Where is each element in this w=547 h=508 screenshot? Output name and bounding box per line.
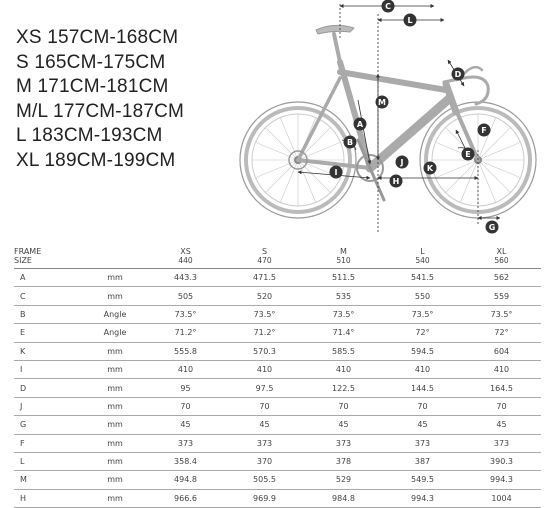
table-cell: 164.5 [462,379,541,397]
table-cell: 373 [146,434,225,452]
row-unit: mm [84,434,146,452]
table-cell: 70 [225,397,304,415]
row-unit: mm [84,342,146,360]
bike-geometry-diagram [238,0,547,240]
table-cell: 511.5 [304,269,383,287]
table-cell: 529 [304,471,383,489]
table-cell: 373 [225,434,304,452]
svg-text:J: J [400,158,404,167]
table-cell: 550 [383,287,462,305]
row-unit: Angle [84,305,146,323]
geometry-table-body [14,269,541,508]
table-cell: 73.5° [225,305,304,323]
table-cell: 1004 [462,489,541,507]
rider-size-m: M 171CM-181CM [16,76,169,97]
row-unit: mm [84,269,146,287]
row-label: H [14,489,84,507]
svg-text:K: K [426,164,434,173]
row-unit: mm [84,489,146,507]
table-cell: 373 [462,434,541,452]
label-i [330,166,343,179]
row-unit: mm [84,379,146,397]
row-label: C [14,287,84,305]
geometry-header-row [14,247,541,269]
table-cell: 370 [225,452,304,470]
table-cell: 535 [304,287,383,305]
table-cell: 72° [462,324,541,342]
frame-size-header [14,247,84,269]
table-cell: 97.5 [225,379,304,397]
table-cell: 373 [383,434,462,452]
table-cell: 410 [225,360,304,378]
table-cell: 72° [383,324,462,342]
row-label: M [14,471,84,489]
size-header-xl: XL 560 [462,247,541,269]
table-cell: 73.5° [146,305,225,323]
label-e [462,148,475,161]
table-cell: 541.5 [383,269,462,287]
row-unit: mm [84,360,146,378]
table-cell: 45 [304,416,383,434]
table-cell: 984.8 [304,489,383,507]
row-label: K [14,342,84,360]
size-header-l: L 540 [383,247,462,269]
row-label: D [14,379,84,397]
size-header-text: SIZE [14,256,32,265]
svg-text:B: B [346,138,354,147]
row-unit: mm [84,287,146,305]
table-cell: 70 [146,397,225,415]
rider-size-s: S 165CM-175CM [16,51,166,73]
row-label: J [14,397,84,415]
table-cell: 471.5 [225,269,304,287]
row-label: F [14,434,84,452]
row-label: E [14,324,84,342]
label-j [396,156,409,169]
svg-text:L: L [407,16,413,25]
table-cell: 594.5 [383,342,462,360]
size-header-xs: XS 440 [146,247,225,269]
svg-text:D: D [454,70,462,79]
row-label: A [14,269,84,287]
table-cell: 505.5 [225,471,304,489]
row-unit: Angle [84,324,146,342]
table-cell: 494.8 [146,471,225,489]
row-label: I [14,360,84,378]
row-unit: mm [84,416,146,434]
table-cell: 70 [383,397,462,415]
table-cell: 505 [146,287,225,305]
row-unit: mm [84,471,146,489]
label-m [376,96,389,109]
rider-size-xl: XL 189CM-199CM [16,149,176,171]
label-a [354,118,367,131]
table-cell: 45 [225,416,304,434]
svg-text:G: G [488,223,496,232]
row-unit: mm [84,452,146,470]
table-cell: 520 [225,287,304,305]
table-cell: 71.4° [304,324,383,342]
table-cell: 570.3 [225,342,304,360]
table-cell: 387 [383,452,462,470]
table-cell: 373 [304,434,383,452]
table-row [14,471,541,489]
svg-text:H: H [392,177,400,186]
table-cell: 45 [462,416,541,434]
table-cell: 45 [383,416,462,434]
table-cell: 585.5 [304,342,383,360]
table-row [14,397,541,415]
label-g [486,221,499,234]
table-cell: 73.5° [383,305,462,323]
label-c [382,0,395,13]
label-b [344,136,357,149]
table-cell: 70 [462,397,541,415]
label-h [390,175,403,188]
row-label: B [14,305,84,323]
row-unit: mm [84,397,146,415]
rider-size-xs: XS 157CM-168CM [16,27,179,48]
table-cell: 562 [462,269,541,287]
svg-text:E: E [465,150,471,159]
table-row [14,342,541,360]
label-f [478,124,491,137]
table-row [14,305,541,323]
table-row [14,434,541,452]
table-cell: 994.3 [462,471,541,489]
table-cell: 969.9 [225,489,304,507]
table-cell: 549.5 [383,471,462,489]
label-k [424,162,437,175]
table-row [14,416,541,434]
size-header-m: M 510 [304,247,383,269]
table-cell: 390.3 [462,452,541,470]
table-cell: 71.2° [225,324,304,342]
table-cell: 95 [146,379,225,397]
table-cell: 378 [304,452,383,470]
table-cell: 144.5 [383,379,462,397]
rider-size-l: L 183CM-193CM [16,125,163,146]
svg-text:C: C [385,2,391,11]
rider-size-ml: M/L 177CM-187CM [16,100,185,122]
table-cell: 73.5° [304,305,383,323]
table-cell: 122.5 [304,379,383,397]
size-header-s: S 470 [225,247,304,269]
table-cell: 45 [146,416,225,434]
table-cell: 410 [304,360,383,378]
table-cell: 73.5° [462,305,541,323]
table-cell: 70 [304,397,383,415]
svg-text:I: I [334,168,338,177]
table-cell: 966.6 [146,489,225,507]
table-row [14,287,541,305]
table-row [14,324,541,342]
frame-header-text: FRAME [14,247,42,256]
geometry-table [14,247,541,508]
table-cell: 559 [462,287,541,305]
table-row [14,269,541,287]
table-cell: 358.4 [146,452,225,470]
table-cell: 71.2° [146,324,225,342]
table-cell: 604 [462,342,541,360]
row-label: L [14,452,84,470]
svg-text:M: M [378,98,386,107]
table-row [14,452,541,470]
table-cell: 443.3 [146,269,225,287]
row-label: G [14,416,84,434]
svg-text:F: F [481,126,487,135]
table-cell: 410 [146,360,225,378]
rider-size-list [16,26,184,173]
table-cell: 410 [462,360,541,378]
svg-text:A: A [356,120,364,129]
table-row [14,379,541,397]
unit-header [84,247,146,269]
label-d [452,68,465,81]
table-row [14,360,541,378]
table-cell: 410 [383,360,462,378]
label-l [404,14,417,27]
table-cell: 994.3 [383,489,462,507]
table-cell: 555.8 [146,342,225,360]
